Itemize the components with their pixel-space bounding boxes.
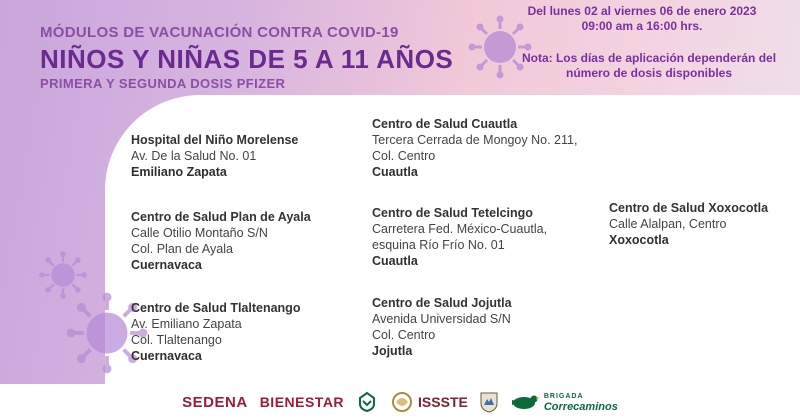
- logo-imss: [356, 391, 378, 413]
- brigada-label: BRIGADA: [543, 393, 584, 400]
- schedule-hours: 09:00 am a 16:00 hrs.: [581, 19, 703, 33]
- roadrunner-icon: [510, 392, 540, 412]
- center-address-line: Calle Otilio Montaño S/N: [131, 226, 268, 240]
- center-name: Hospital del Niño Morelense: [131, 133, 299, 147]
- center-address-line: Tercera Cerrada de Mongoy No. 211,: [372, 133, 578, 147]
- center-address-line: esquina Río Frío No. 01: [372, 238, 505, 252]
- center-xoxocotla: [609, 200, 768, 248]
- logo-morelos: [480, 391, 498, 413]
- center-city: Jojutla: [372, 344, 413, 358]
- center-city: Cuernavaca: [131, 349, 202, 363]
- center-address-line: Col. Centro: [372, 149, 436, 163]
- center-city: Cuautla: [372, 254, 418, 268]
- center-city: Cuautla: [372, 165, 418, 179]
- center-address-line: Av. De la Salud No. 01: [131, 149, 257, 163]
- center-address-line: Calle Alalpan, Centro: [609, 217, 727, 231]
- center-hospital-nino-morelense: [131, 132, 298, 180]
- center-address-line: Carretera Fed. México-Cuautla,: [372, 222, 548, 236]
- brigada-wordmark: [544, 392, 618, 412]
- imss-eagle-icon: [356, 391, 378, 413]
- center-city: Emiliano Zapata: [131, 165, 227, 179]
- center-name: Centro de Salud Xoxocotla: [609, 201, 769, 215]
- campaign-title: NIÑOS Y NIÑAS DE 5 A 11 AÑOS: [40, 44, 454, 74]
- morelos-shield-icon: [480, 391, 498, 413]
- logo-bienestar: [260, 394, 344, 410]
- note-block: [507, 51, 791, 81]
- footer-logos: [0, 384, 800, 420]
- center-name: Centro de Salud Tlaltenango: [131, 301, 301, 315]
- issste-emblem-icon: [390, 390, 414, 414]
- center-cuautla: [372, 116, 577, 180]
- center-address-line: Col. Plan de Ayala: [131, 242, 233, 256]
- center-jojutla: [372, 295, 512, 359]
- sedena-wordmark: SEDENA: [182, 393, 248, 411]
- center-plan-de-ayala: [131, 209, 311, 273]
- center-address-line: Avenida Universidad S/N: [372, 312, 511, 326]
- center-city: Xoxocotla: [609, 233, 669, 247]
- schedule-block: [508, 4, 776, 34]
- center-name: Centro de Salud Tetelcingo: [372, 206, 533, 220]
- center-address-line: Col. Centro: [372, 328, 436, 342]
- center-name: Centro de Salud Cuautla: [372, 117, 518, 131]
- center-name: Centro de Salud Jojutla: [372, 296, 512, 310]
- center-city: Cuernavaca: [131, 258, 202, 272]
- logo-sedena: [182, 394, 248, 411]
- note-line-2: número de dosis disponibles: [565, 66, 733, 80]
- center-address-line: Av. Emiliano Zapata: [131, 317, 242, 331]
- note-line-1: Nota: Los días de aplicación dependerán del: [521, 51, 777, 65]
- issste-wordmark: ISSSTE: [418, 394, 468, 410]
- center-address-line: Col. Tlaltenango: [131, 333, 222, 347]
- campaign-kicker: MÓDULOS DE VACUNACIÓN CONTRA COVID-19: [40, 24, 399, 41]
- bienestar-wordmark: BIENESTAR: [259, 394, 345, 410]
- schedule-dates: Del lunes 02 al viernes 06 de enero 2023: [527, 4, 757, 18]
- center-tlaltenango: [131, 300, 300, 364]
- center-name: Centro de Salud Plan de Ayala: [131, 210, 311, 224]
- correcaminos-label: Correcaminos: [543, 401, 618, 413]
- logo-brigada-correcaminos: [510, 392, 618, 412]
- center-tetelcingo: [372, 205, 547, 269]
- campaign-subtitle: PRIMERA Y SEGUNDA DOSIS PFIZER: [40, 76, 286, 91]
- logo-issste: [390, 390, 468, 414]
